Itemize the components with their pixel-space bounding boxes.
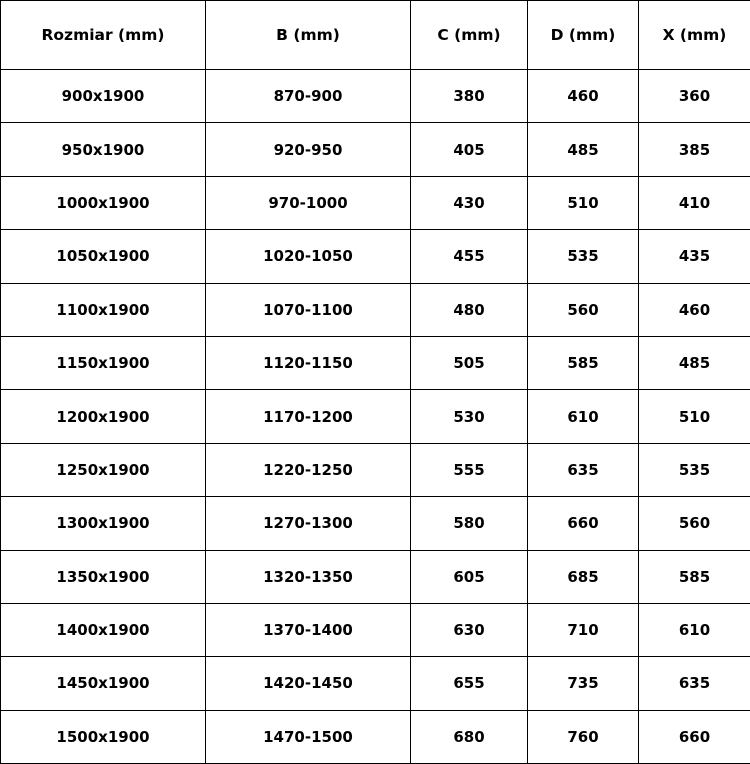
cell-d: 635 (528, 443, 639, 496)
cell-x: 410 (639, 176, 750, 229)
cell-rozmiar: 1300x1900 (1, 497, 206, 550)
cell-d: 460 (528, 70, 639, 123)
cell-c: 380 (411, 70, 528, 123)
cell-rozmiar: 950x1900 (1, 123, 206, 176)
cell-x: 660 (639, 710, 750, 763)
cell-b: 970-1000 (206, 176, 411, 229)
cell-b: 1420-1450 (206, 657, 411, 710)
column-header-x: X (mm) (639, 1, 750, 70)
table-header (1, 1, 750, 70)
column-header-c: C (mm) (411, 1, 528, 70)
cell-b: 1070-1100 (206, 283, 411, 336)
cell-d: 735 (528, 657, 639, 710)
cell-d: 610 (528, 390, 639, 443)
table-row (1, 603, 750, 656)
cell-c: 455 (411, 230, 528, 283)
cell-x: 585 (639, 550, 750, 603)
cell-c: 530 (411, 390, 528, 443)
cell-d: 660 (528, 497, 639, 550)
cell-d: 760 (528, 710, 639, 763)
cell-d: 710 (528, 603, 639, 656)
cell-x: 510 (639, 390, 750, 443)
cell-c: 655 (411, 657, 528, 710)
cell-c: 480 (411, 283, 528, 336)
cell-x: 460 (639, 283, 750, 336)
cell-d: 685 (528, 550, 639, 603)
cell-b: 1120-1150 (206, 336, 411, 389)
cell-rozmiar: 1150x1900 (1, 336, 206, 389)
cell-x: 385 (639, 123, 750, 176)
cell-rozmiar: 1200x1900 (1, 390, 206, 443)
cell-c: 630 (411, 603, 528, 656)
cell-rozmiar: 1500x1900 (1, 710, 206, 763)
cell-b: 1470-1500 (206, 710, 411, 763)
cell-d: 585 (528, 336, 639, 389)
table-row (1, 550, 750, 603)
cell-rozmiar: 900x1900 (1, 70, 206, 123)
table-row (1, 176, 750, 229)
cell-b: 1220-1250 (206, 443, 411, 496)
table-row (1, 230, 750, 283)
cell-c: 680 (411, 710, 528, 763)
table-row (1, 443, 750, 496)
cell-b: 1320-1350 (206, 550, 411, 603)
cell-x: 360 (639, 70, 750, 123)
cell-rozmiar: 1400x1900 (1, 603, 206, 656)
cell-c: 430 (411, 176, 528, 229)
cell-c: 405 (411, 123, 528, 176)
cell-d: 510 (528, 176, 639, 229)
cell-x: 435 (639, 230, 750, 283)
cell-b: 870-900 (206, 70, 411, 123)
table-header-row (1, 1, 750, 70)
cell-d: 560 (528, 283, 639, 336)
column-header-b: B (mm) (206, 1, 411, 70)
cell-c: 580 (411, 497, 528, 550)
cell-b: 1020-1050 (206, 230, 411, 283)
cell-d: 535 (528, 230, 639, 283)
cell-rozmiar: 1350x1900 (1, 550, 206, 603)
cell-c: 555 (411, 443, 528, 496)
cell-rozmiar: 1450x1900 (1, 657, 206, 710)
cell-x: 635 (639, 657, 750, 710)
column-header-d: D (mm) (528, 1, 639, 70)
cell-rozmiar: 1100x1900 (1, 283, 206, 336)
table-row (1, 123, 750, 176)
cell-x: 610 (639, 603, 750, 656)
cell-b: 1270-1300 (206, 497, 411, 550)
cell-rozmiar: 1250x1900 (1, 443, 206, 496)
table-row (1, 70, 750, 123)
table-body (1, 70, 750, 764)
column-header-rozmiar: Rozmiar (mm) (1, 1, 206, 70)
cell-b: 1170-1200 (206, 390, 411, 443)
cell-c: 605 (411, 550, 528, 603)
cell-x: 535 (639, 443, 750, 496)
table-row (1, 497, 750, 550)
cell-rozmiar: 1000x1900 (1, 176, 206, 229)
cell-x: 560 (639, 497, 750, 550)
cell-b: 920-950 (206, 123, 411, 176)
table-row (1, 283, 750, 336)
table-row (1, 710, 750, 763)
cell-c: 505 (411, 336, 528, 389)
table-row (1, 390, 750, 443)
table-row (1, 336, 750, 389)
cell-x: 485 (639, 336, 750, 389)
cell-d: 485 (528, 123, 639, 176)
table-row (1, 657, 750, 710)
cell-rozmiar: 1050x1900 (1, 230, 206, 283)
cell-b: 1370-1400 (206, 603, 411, 656)
